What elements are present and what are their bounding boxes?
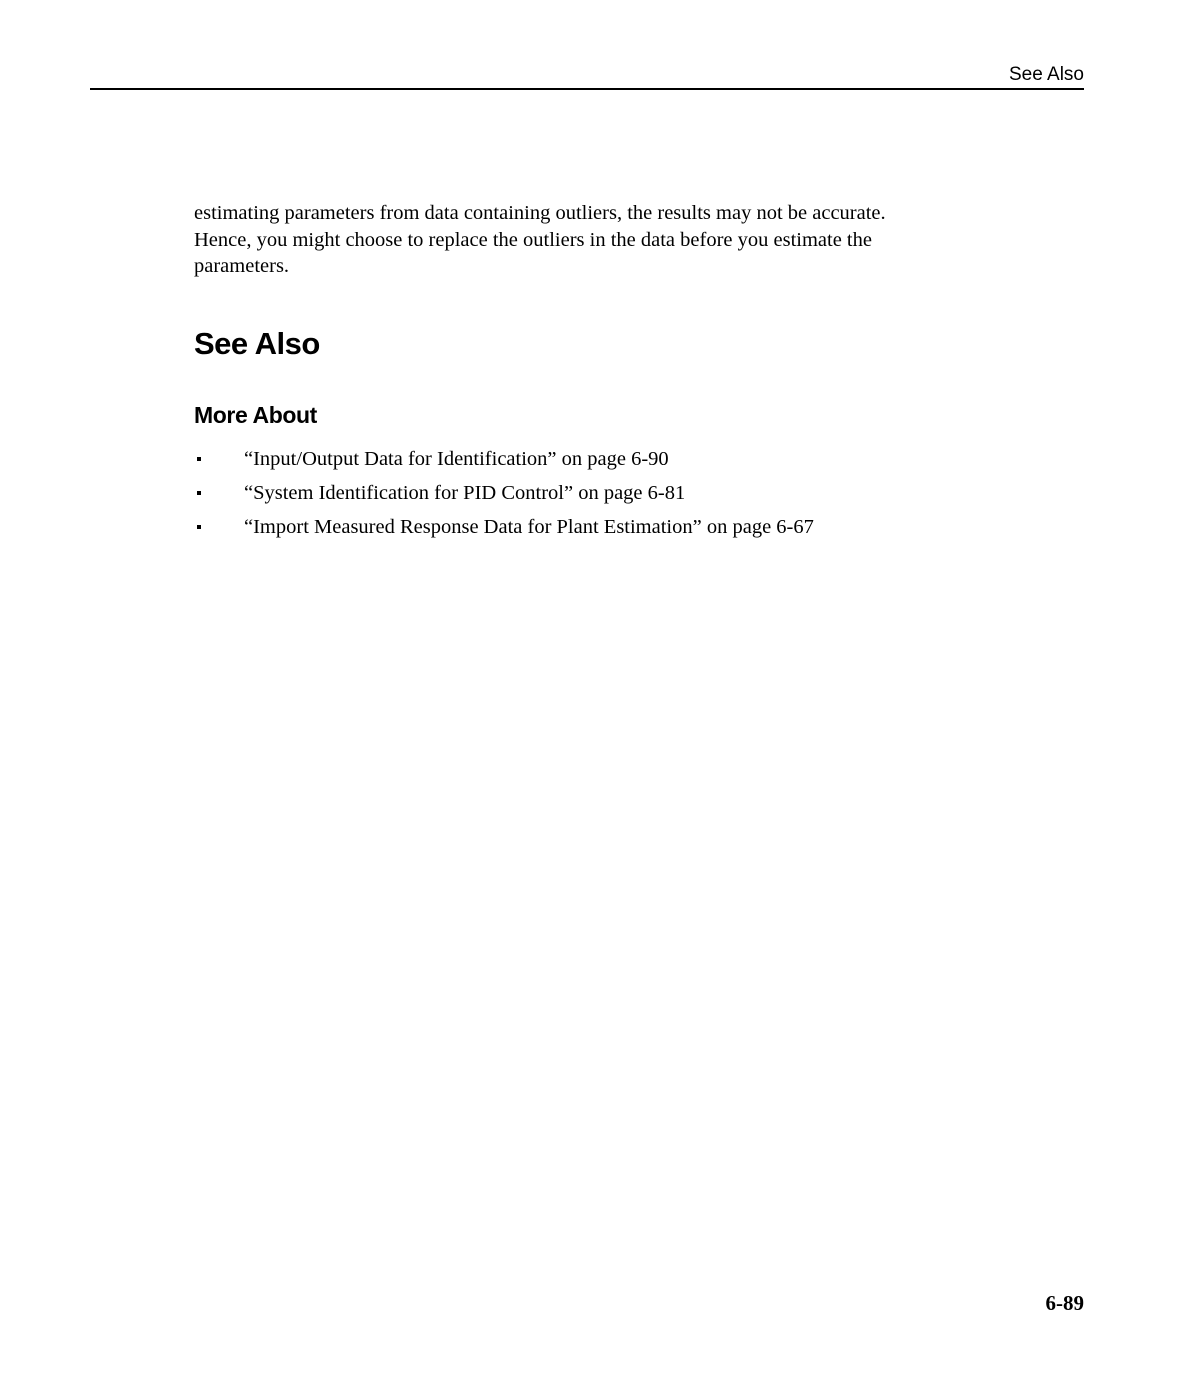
- more-about-list: [194, 442, 814, 544]
- bullet-icon: [197, 491, 201, 495]
- page-number: 6-89: [1045, 1291, 1084, 1315]
- link-import-measured-response[interactable]: “Import Measured Response Data for Plant Estimation” on page 6-67: [244, 516, 814, 538]
- bullet-icon: [197, 525, 201, 529]
- list-item: [194, 476, 814, 510]
- paragraph-line: Hence, you might choose to replace the outliers in the data before you estimate the: [194, 228, 872, 251]
- see-also-heading: See Also: [194, 326, 320, 361]
- header-rule: [90, 88, 1084, 90]
- list-item: [194, 510, 814, 544]
- body-paragraph: [194, 200, 1094, 280]
- list-item: [194, 442, 814, 476]
- more-about-heading: More About: [194, 402, 317, 428]
- paragraph-line: estimating parameters from data containing outliers, the results may not be accurate.: [194, 202, 886, 224]
- running-header: See Also: [1009, 64, 1084, 85]
- link-system-identification-pid[interactable]: “System Identification for PID Control” on page 6-81: [244, 482, 686, 504]
- bullet-icon: [197, 457, 201, 461]
- link-input-output-data[interactable]: “Input/Output Data for Identification” on page 6-90: [244, 448, 669, 470]
- paragraph-line: parameters.: [194, 255, 290, 277]
